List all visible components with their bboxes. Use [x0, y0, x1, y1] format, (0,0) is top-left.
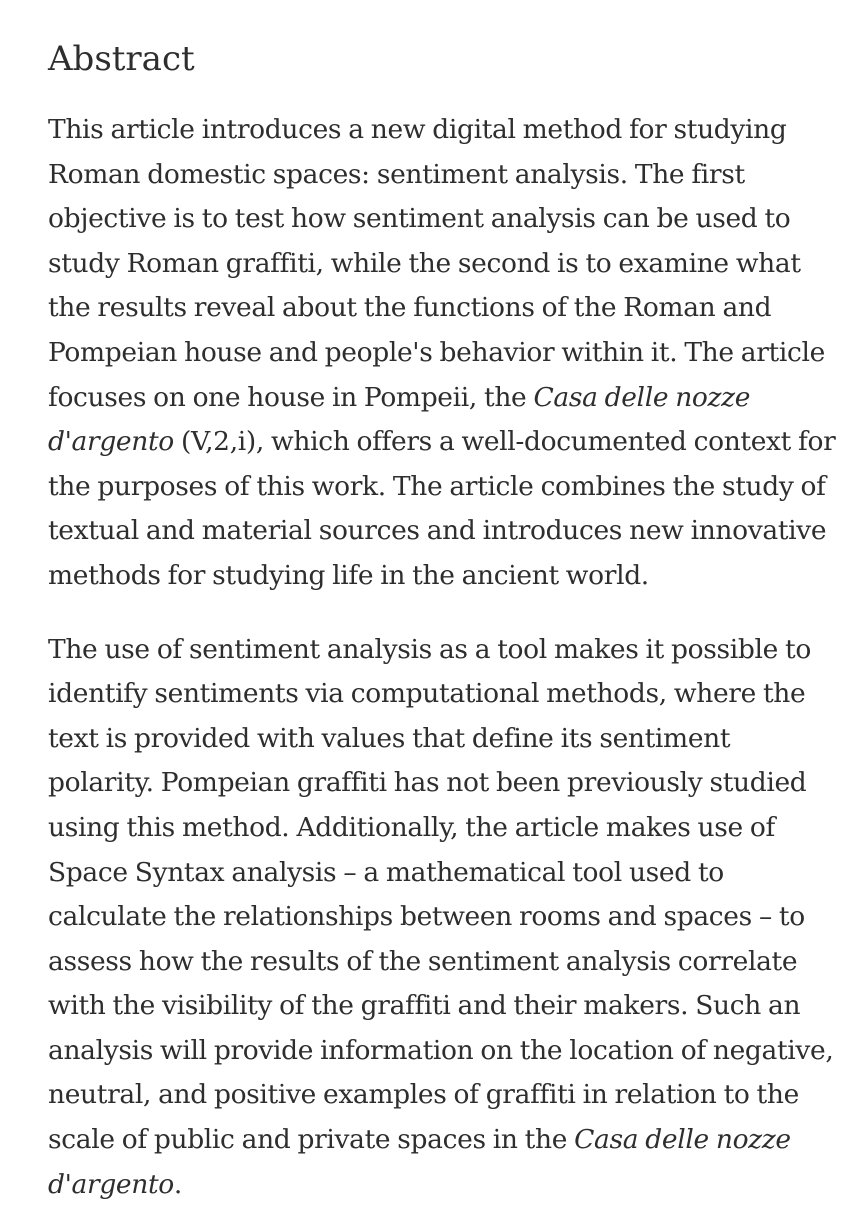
text-line: using this method. Additionally, the article makes use of	[48, 811, 775, 843]
text-line: Pompeian house and people's behavior within it. The article	[48, 336, 825, 368]
text-line: Roman domestic spaces: sentiment analysis. The first	[48, 158, 745, 190]
house-name-italic: Casa delle nozze	[533, 381, 751, 413]
house-name-italic: d'argento	[48, 426, 174, 458]
abstract-paragraph-2	[48, 628, 834, 1207]
text-line	[48, 376, 820, 421]
text-line: calculate the relationships between rooms and spaces – to	[48, 901, 805, 933]
text-line	[48, 1118, 820, 1163]
text-line: assess how the results of the sentiment analysis correlate	[48, 945, 798, 977]
text-line: with the visibility of the graffiti and their makers. Such an	[48, 990, 801, 1022]
text-line: the purposes of this work. The article combines the study of	[48, 470, 826, 502]
abstract-paragraph-1	[48, 108, 836, 599]
text-line	[48, 1163, 820, 1207]
text-segment: scale of public and private spaces in the	[48, 1124, 575, 1156]
text-line: analysis will provide information on the location of negative,	[48, 1034, 834, 1066]
abstract-heading: Abstract	[48, 39, 195, 79]
text-line: identify sentiments via computational methods, where the	[48, 678, 806, 710]
text-line: Space Syntax analysis – a mathematical tool used to	[48, 856, 724, 888]
house-name-italic: Casa delle nozze	[574, 1124, 791, 1156]
house-name-italic: d'argento	[48, 1168, 174, 1200]
text-line: objective is to test how sentiment analysis can be used to	[48, 203, 791, 235]
text-line: the results reveal about the functions of the Roman and	[48, 292, 772, 324]
text-line: polarity. Pompeian graffiti has not been previously studied	[48, 767, 807, 799]
text-line: This article introduces a new digital method for studying	[48, 114, 787, 145]
text-segment: (V,2,i), which offers a well-documented context for	[173, 426, 836, 458]
text-line	[48, 420, 836, 465]
abstract-section	[48, 32, 836, 1207]
text-line: The use of sentiment analysis as a tool makes it possible to	[48, 633, 811, 665]
text-segment: .	[173, 1168, 182, 1200]
text-line: methods for studying life in the ancient world.	[48, 559, 649, 591]
text-line: neutral, and positive examples of graffiti in relation to the	[48, 1079, 799, 1111]
text-line: textual and material sources and introduces new innovative	[48, 515, 827, 547]
text-line: text is provided with values that define its sentiment	[48, 722, 731, 754]
text-segment: focuses on one house in Pompeii, the	[48, 381, 534, 413]
text-line: study Roman graffiti, while the second is to examine what	[48, 247, 801, 279]
